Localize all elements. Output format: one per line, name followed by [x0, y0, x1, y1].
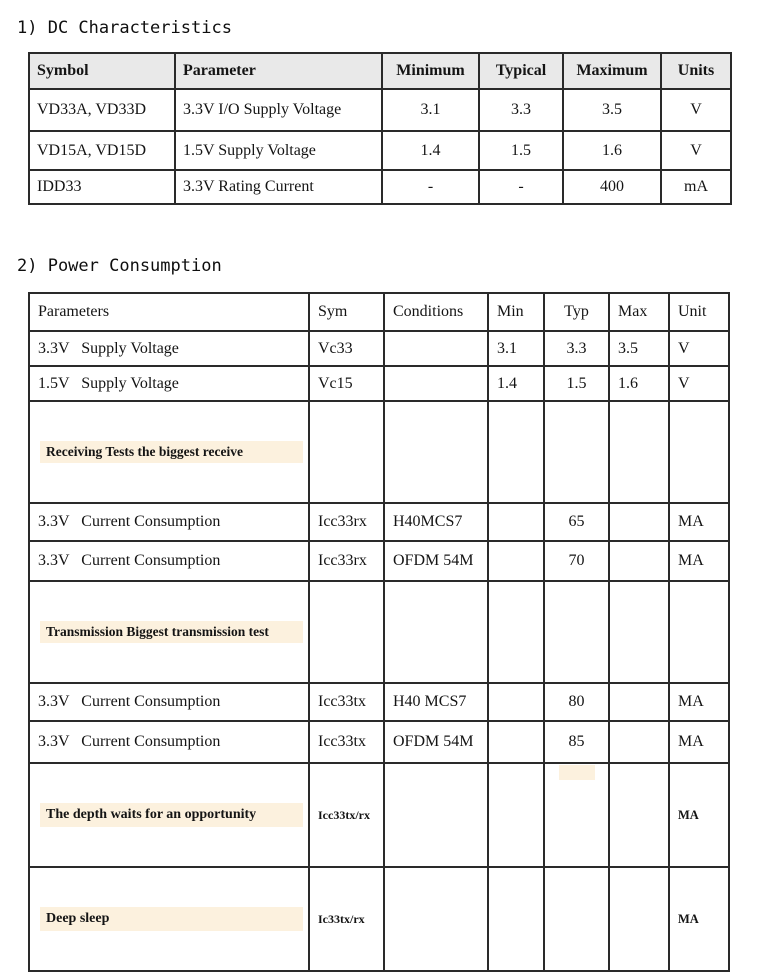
table-row [29, 89, 731, 131]
table-cell: 3.3V Rating Current [175, 170, 382, 204]
table-cell [544, 763, 609, 867]
column-header-minimum: Minimum [382, 53, 479, 89]
dc-characteristics-table [28, 52, 732, 205]
table-row [29, 131, 731, 170]
section-label-row [29, 401, 729, 503]
table-cell [544, 581, 609, 683]
table-cell: V [669, 331, 729, 366]
table-cell [609, 763, 669, 867]
table-cell [488, 503, 544, 541]
table-row [29, 170, 731, 204]
column-header-unit: Unit [669, 293, 729, 331]
table-cell: 1.6 [609, 366, 669, 401]
column-header-parameters: Parameters [29, 293, 309, 331]
table-cell: 1.6 [563, 131, 661, 170]
table-cell: MA [669, 541, 729, 581]
section1-title: 1) DC Characteristics [17, 18, 232, 38]
column-header-maximum: Maximum [563, 53, 661, 89]
table-cell: Vc15 [309, 366, 384, 401]
table-cell [384, 763, 488, 867]
highlighted-section-label: Transmission Biggest transmission test [40, 621, 303, 643]
section-label-row [29, 867, 729, 971]
table-cell: 3.3V Current Consumption [29, 503, 309, 541]
table-cell [29, 401, 309, 503]
column-header-max: Max [609, 293, 669, 331]
table-cell: 3.3V I/O Supply Voltage [175, 89, 382, 131]
table-cell: 3.3V Current Consumption [29, 721, 309, 763]
table-cell [609, 581, 669, 683]
table-cell: 3.3V Supply Voltage [29, 331, 309, 366]
table-cell: 85 [544, 721, 609, 763]
table-cell: MA [669, 721, 729, 763]
table-cell [488, 867, 544, 971]
table-cell: OFDM 54M [384, 721, 488, 763]
column-header-parameter: Parameter [175, 53, 382, 89]
column-header-units: Units [661, 53, 731, 89]
table-cell [29, 867, 309, 971]
table-row [29, 331, 729, 366]
table-cell [669, 581, 729, 683]
table-cell: 3.3 [479, 89, 563, 131]
table-cell: V [661, 131, 731, 170]
table-cell [609, 503, 669, 541]
table-cell: 65 [544, 503, 609, 541]
table-cell: - [479, 170, 563, 204]
table-cell: 3.5 [609, 331, 669, 366]
table-cell [29, 763, 309, 867]
table-cell [609, 401, 669, 503]
table-cell [669, 401, 729, 503]
highlight-mark [559, 765, 595, 780]
table-cell: - [382, 170, 479, 204]
table-cell [609, 683, 669, 721]
column-header-conditions: Conditions [384, 293, 488, 331]
section2-title: 2) Power Consumption [17, 256, 222, 276]
table-cell: Icc33tx [309, 683, 384, 721]
column-header-typical: Typical [479, 53, 563, 89]
table-row [29, 366, 729, 401]
table-cell: Icc33rx [309, 541, 384, 581]
table-cell: H40 MCS7 [384, 683, 488, 721]
table-cell: 1.5V Supply Voltage [29, 366, 309, 401]
table-cell: mA [661, 170, 731, 204]
table-cell: 70 [544, 541, 609, 581]
table-cell: Ic33tx/rx [309, 867, 384, 971]
table-cell: MA [669, 683, 729, 721]
table-cell [29, 581, 309, 683]
table-cell [609, 867, 669, 971]
table-cell [384, 366, 488, 401]
table-cell [384, 331, 488, 366]
table-cell [309, 401, 384, 503]
table-cell: Icc33tx [309, 721, 384, 763]
table-cell [384, 867, 488, 971]
table-cell: MA [669, 867, 729, 971]
table-cell: IDD33 [29, 170, 175, 204]
table-row [29, 721, 729, 763]
table-cell: OFDM 54M [384, 541, 488, 581]
table-header-row [29, 293, 729, 331]
table-cell [488, 401, 544, 503]
table-cell: Icc33tx/rx [309, 763, 384, 867]
table-cell [488, 763, 544, 867]
table-cell [488, 581, 544, 683]
table-cell: 3.3 [544, 331, 609, 366]
column-header-sym: Sym [309, 293, 384, 331]
table-cell: 3.3V Current Consumption [29, 541, 309, 581]
table-cell: Icc33rx [309, 503, 384, 541]
section-label-row [29, 763, 729, 867]
table-cell: V [661, 89, 731, 131]
table-cell [609, 541, 669, 581]
highlighted-section-label: Receiving Tests the biggest receive [40, 441, 303, 463]
table-cell: 1.5 [544, 366, 609, 401]
table-cell: 400 [563, 170, 661, 204]
table-cell: 80 [544, 683, 609, 721]
table-cell: 3.3V Current Consumption [29, 683, 309, 721]
column-header-symbol: Symbol [29, 53, 175, 89]
table-row [29, 503, 729, 541]
column-header-min: Min [488, 293, 544, 331]
table-cell: MA [669, 503, 729, 541]
column-header-typ: Typ [544, 293, 609, 331]
table-cell [488, 721, 544, 763]
table-cell: 3.5 [563, 89, 661, 131]
table-cell [609, 721, 669, 763]
table-cell [544, 401, 609, 503]
table-cell [488, 541, 544, 581]
table-row [29, 541, 729, 581]
table-cell: Vc33 [309, 331, 384, 366]
section-label-row [29, 581, 729, 683]
table-cell [544, 867, 609, 971]
table-cell: H40MCS7 [384, 503, 488, 541]
highlighted-section-label: Deep sleep [40, 907, 303, 931]
table-cell [309, 581, 384, 683]
highlighted-section-label: The depth waits for an opportunity [40, 803, 303, 827]
table-cell: 3.1 [382, 89, 479, 131]
power-consumption-table [28, 292, 730, 972]
table-cell: MA [669, 763, 729, 867]
table-cell: 1.5V Supply Voltage [175, 131, 382, 170]
table-cell: 1.4 [382, 131, 479, 170]
table-cell [384, 401, 488, 503]
table-cell [384, 581, 488, 683]
table-cell [488, 683, 544, 721]
table-cell: 3.1 [488, 331, 544, 366]
table-cell: VD15A, VD15D [29, 131, 175, 170]
table-row [29, 683, 729, 721]
table-cell: 1.4 [488, 366, 544, 401]
table-cell: 1.5 [479, 131, 563, 170]
table-cell: VD33A, VD33D [29, 89, 175, 131]
table-cell: V [669, 366, 729, 401]
table-header-row [29, 53, 731, 89]
